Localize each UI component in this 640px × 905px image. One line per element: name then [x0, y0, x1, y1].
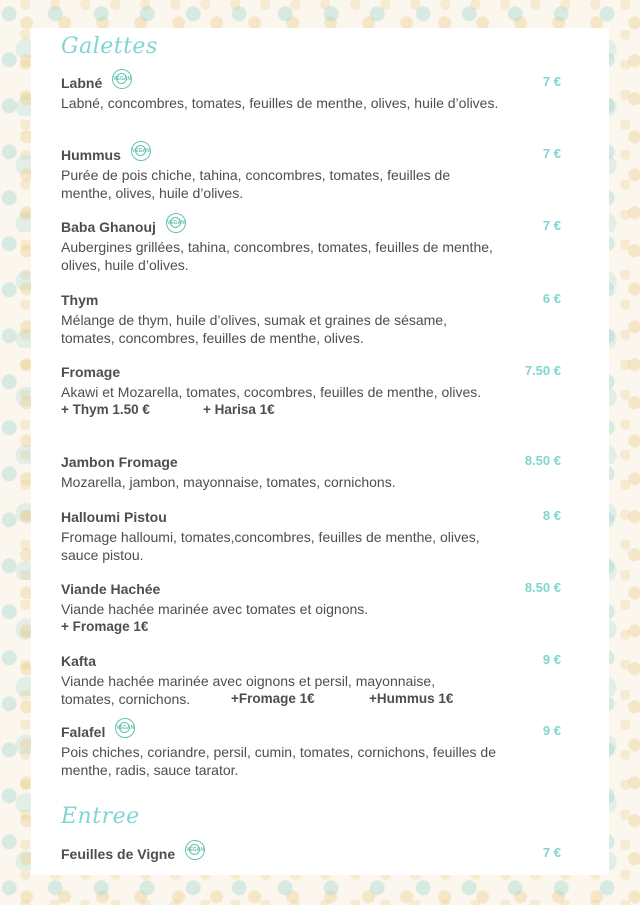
extra-option: + Thym 1.50 €	[61, 402, 150, 417]
vegan-badge-icon: VEGAN	[131, 141, 151, 161]
section-title-entree: Entree	[61, 804, 140, 829]
item-name: Hummus	[61, 147, 121, 163]
vegan-badge-icon: VEGAN	[115, 718, 135, 738]
item-price: 8.50 €	[524, 453, 561, 468]
item-extras	[61, 618, 561, 636]
item-name: Falafel	[61, 724, 106, 740]
vegan-badge-icon: VEGAN	[185, 840, 205, 860]
item-description: Mélange de thym, huile d’olives, sumak et graines de sésame, tomates, concombres, feuilles de menthe, olives.	[61, 312, 447, 346]
extra-option: +Fromage 1€	[231, 691, 315, 706]
item-description: Viande hachée marinée avec oignons et persil, mayonnaise,	[61, 673, 436, 689]
item-description-line2	[61, 690, 501, 708]
menu-item-halloumi-pistou	[61, 506, 561, 564]
menu-card	[31, 28, 609, 875]
menu-item-kafta	[61, 650, 561, 708]
item-price: 8.50 €	[524, 580, 561, 595]
item-price: 6 €	[542, 291, 561, 306]
menu-item-hummus	[61, 144, 561, 202]
extra-option: + Harisa 1€	[203, 402, 275, 417]
item-name: Labné	[61, 75, 103, 91]
section-title-galettes: Galettes	[61, 34, 158, 59]
menu-item-baba-ghanouj	[61, 216, 561, 274]
item-price: 7.50 €	[524, 363, 561, 378]
menu-item-jambon-fromage	[61, 451, 561, 491]
menu-item-falafel	[61, 721, 561, 779]
item-description: Labné, concombres, tomates, feuilles de menthe, olives, huile d’olives.	[61, 95, 499, 111]
item-extras	[61, 401, 561, 419]
item-name: Feuilles de Vigne	[61, 846, 176, 862]
item-price: 7 €	[542, 218, 561, 233]
extra-option: +Hummus 1€	[369, 691, 454, 706]
vegan-badge-icon: VEGAN	[112, 69, 132, 89]
item-description: Purée de pois chiche, tahina, concombres, tomates, feuilles de menthe, olives, huile d’olives.	[61, 167, 451, 201]
menu-item-feuilles-de-vigne	[61, 843, 561, 865]
item-price: 9 €	[542, 652, 561, 667]
item-description: Viande hachée marinée avec tomates et oignons.	[61, 601, 369, 617]
item-description: Fromage halloumi, tomates,concombres, feuilles de menthe, olives, sauce pistou.	[61, 529, 480, 563]
menu-item-viande-hachee	[61, 578, 561, 636]
menu-item-fromage	[61, 361, 561, 419]
item-price: 9 €	[542, 723, 561, 738]
item-price: 7 €	[542, 146, 561, 161]
extra-option: + Fromage 1€	[61, 619, 149, 634]
item-name: Thym	[61, 292, 99, 308]
menu-item-thym	[61, 289, 561, 347]
item-name: Baba Ghanouj	[61, 219, 156, 235]
item-description: Aubergines grillées, tahina, concombres, tomates, feuilles de menthe, olives, huile d’olives.	[61, 239, 493, 273]
item-price: 8 €	[542, 508, 561, 523]
item-name: Kafta	[61, 653, 97, 669]
item-name: Fromage	[61, 364, 121, 380]
item-price: 7 €	[542, 74, 561, 89]
item-name: Viande Hachée	[61, 581, 161, 597]
item-name: Halloumi Pistou	[61, 509, 167, 525]
item-name: Jambon Fromage	[61, 454, 178, 470]
item-description: Mozarella, jambon, mayonnaise, tomates, cornichons.	[61, 474, 396, 490]
menu-item-labne	[61, 72, 561, 112]
item-description-cont: tomates, cornichons.	[61, 691, 191, 707]
item-price: 7 €	[542, 845, 561, 860]
item-description: Akawi et Mozarella, tomates, cocombres, feuilles de menthe, olives.	[61, 384, 482, 400]
vegan-badge-icon: VEGAN	[166, 213, 186, 233]
item-description: Pois chiches, coriandre, persil, cumin, tomates, cornichons, feuilles de menthe, radis, sauce tarator.	[61, 744, 496, 778]
